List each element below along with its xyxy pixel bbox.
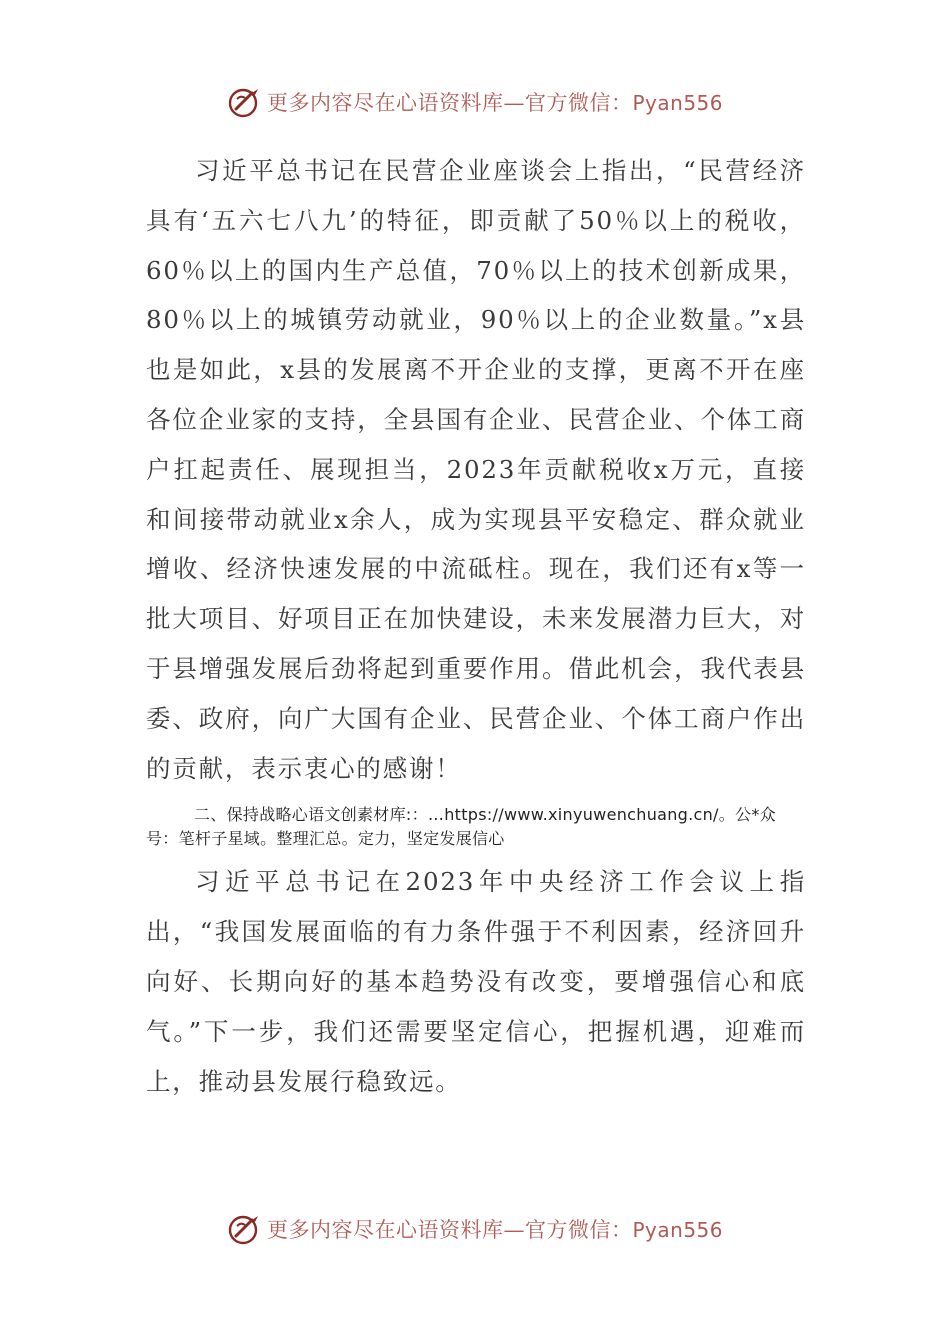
- banner-title: 更多内容尽在心语资料库: [266, 1218, 504, 1242]
- banner-wechat-id: Pyan556: [632, 91, 723, 115]
- paragraph-1: 习近平总书记在民营企业座谈会上指出，“民营经济具有‘五六七八九’的特征，即贡献了50％以上的税收，60％以上的国内生产总值，70％以上的技术创新成果，80％以上的城镇劳动就业，90％以上的企业数量。”x县也是如此，x县的发展离不开企业的支撑，更离不开在座各位企业家的支持，全县国有企业、民营企业、个体工商户扛起责任、展现担当，2023年贡献税收x万元，直接和间接带动就业x余人，成为实现县平安稳定、群众就业增收、经济快速发展的中流砥柱。现在，我们还有x等一批大项目、好项目正在加快建设，未来发展潜力巨大，对于县增强发展后劲将起到重要作用。借此机会，我代表县委、政府，向广大国有企业、民营企业、个体工商户作出的贡献，表示衷心的感谢！: [146, 156, 806, 783]
- banner-separator: —: [503, 91, 525, 115]
- banner-wechat-id: Pyan556: [632, 1218, 723, 1242]
- banner-official-label: 官方微信：: [524, 1218, 633, 1242]
- section-heading: 二、保持战略心语文创素材库:：…https://www.xinyuwenchuang.cn/。公*众号：笔杆子星域。整理汇总。定力，坚定发展信心: [146, 805, 776, 849]
- footer-banner: [0, 1209, 950, 1249]
- footer-banner-text: [267, 1214, 723, 1244]
- banner-title: 更多内容尽在心语资料库: [266, 91, 504, 115]
- paragraph-2: 习近平总书记在2023年中央经济工作会议上指出，“我国发展面临的有力条件强于不利因素，经济回升向好、长期向好的基本趋势没有改变，要增强信心和底气。”下一步，我们还需要坚定信心，把握机遇，迎难而上，推动县发展行稳致远。: [146, 867, 806, 1096]
- banner-official-label: 官方微信：: [524, 91, 633, 115]
- document-body: [146, 146, 806, 1106]
- banner-separator: —: [503, 1218, 525, 1242]
- header-banner: [0, 82, 950, 122]
- pen-logo-icon: [227, 1212, 261, 1246]
- pen-logo-icon: [227, 85, 261, 119]
- header-banner-text: [267, 87, 723, 117]
